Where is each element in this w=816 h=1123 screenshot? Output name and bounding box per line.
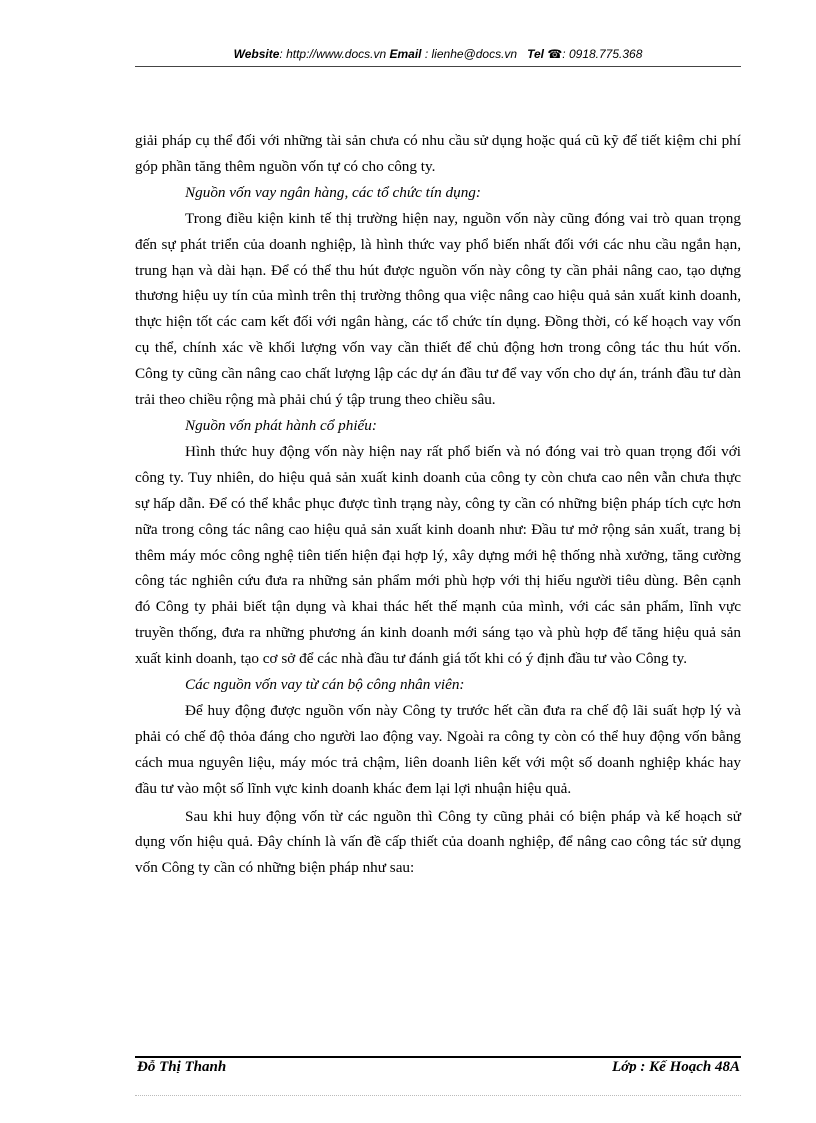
email-value: : lienhe@docs.vn xyxy=(424,47,518,61)
subheading-stock-issue: Nguồn vốn phát hành cổ phiếu: xyxy=(185,416,377,434)
subheading-staff-loans: Các nguồn vốn vay từ cán bộ công nhân viên: xyxy=(185,676,465,694)
page-header xyxy=(135,47,741,61)
email-label: Email xyxy=(389,47,422,61)
header-divider xyxy=(135,66,741,67)
page-bottom-dotted-line xyxy=(135,1095,741,1096)
footer-class: Lớp : Kế Hoạch 48A xyxy=(611,1059,740,1073)
paragraph-stock-issue: Hình thức huy động vốn này hiện nay rất phổ biến và nó đóng vai trò quan trọng đối với công ty. Tuy nhiên, do hiệu quả sản xuất kinh doanh của công ty còn chưa cao nên vẫn chưa thực sự hấp dẫn. Để có thể khắc phục được tình trạng này, công ty cần có những biện pháp tích cực hơn nữa trong công tác nâng cao hiệu quả sản xuất kinh doanh như: Đầu tư mở rộng sản xuất, trang bị thêm máy móc công nghệ tiên tiến hiện đại hợp lý, xây dựng mới hệ thống nhà xưởng, tăng cường công tác nghiên cứu đưa ra những sản phẩm mới phù hợp với thị hiếu người tiêu dùng. Bên cạnh đó Công ty phải biết tận dụng và khai thác hết thế mạnh của mình, với các sản phẩm, lĩnh vực truyền thống, đưa ra những phương án kinh doanh mới sáng tạo và phù hợp để tăng hiệu quả sản xuất kinh doanh, tạo cơ sở để các nhà đầu tư đánh giá tốt khi có ý định đầu tư vào Công ty. xyxy=(135,442,741,668)
paragraph-bank-loans: Trong điều kiện kinh tế thị trường hiện nay, nguồn vốn này cũng đóng vai trò quan trọng đến sự phát triển của doanh nghiệp, là hình thức vay phổ biến nhất đối với các nhu cầu ngắn hạn, trung hạn và dài hạn. Để có thể thu hút được nguồn vốn này công ty cần phải nâng cao, tạo dựng thương hiệu uy tín của mình trên thị trường thông qua việc nâng cao hiệu quả sản xuất kinh doanh, thực hiện tốt các cam kết đối với ngân hàng, các tổ chức tín dụng. Đồng thời, có kế hoạch vay vốn cụ thể, chính xác về khối lượng vốn vay cần thiết để chủ động hơn trong công tác thu hút vốn. Công ty cũng cần nâng cao chất lượng lập các dự án đầu tư để vay vốn cho dự án, tránh đầu tư dàn trải theo chiều rộng mà phải chú ý tập trung theo chiều sâu. xyxy=(135,209,741,409)
paragraph-conclusion: Sau khi huy động vốn từ các nguồn thì Công ty cũng phải có biện pháp và kế hoạch sử dụng vốn hiệu quả. Đây chính là vấn đề cấp thiết của doanh nghiệp, để nâng cao công tác sử dụng vốn Công ty cần có những biện pháp như sau: xyxy=(135,807,741,877)
footer-author: Đỗ Thị Thanh xyxy=(137,1059,227,1073)
phone-icon: ☎ xyxy=(547,47,563,61)
paragraph-staff-loans: Để huy động được nguồn vốn này Công ty trước hết cần đưa ra chế độ lãi suất hợp lý và phải có chế độ thỏa đáng cho người lao động vay. Ngoài ra công ty còn có thể huy động vốn bằng cách mua nguyên liệu, máy móc trả chậm, liên doanh liên kết với một số doanh nghiệp khác hay đầu tư vào một số lĩnh vực kinh doanh khác đem lại lợi nhuận hiệu quả. xyxy=(135,701,741,797)
website-label: Website xyxy=(233,47,280,61)
tel-value: : 0918.775.368 xyxy=(562,47,643,61)
subheading-bank-loans: Nguồn vốn vay ngân hàng, các tổ chức tín dụng: xyxy=(185,183,481,201)
paragraph-intro: giải pháp cụ thể đối với những tài sản chưa có nhu cầu sử dụng hoặc quá cũ kỹ để tiết kiệm chi phí góp phần tăng thêm nguồn vốn tự có cho công ty. xyxy=(135,132,741,175)
document-body xyxy=(135,128,741,881)
tel-label: Tel xyxy=(527,47,544,61)
footer-divider xyxy=(135,1056,741,1058)
website-value: : http://www.docs.vn xyxy=(279,47,387,61)
